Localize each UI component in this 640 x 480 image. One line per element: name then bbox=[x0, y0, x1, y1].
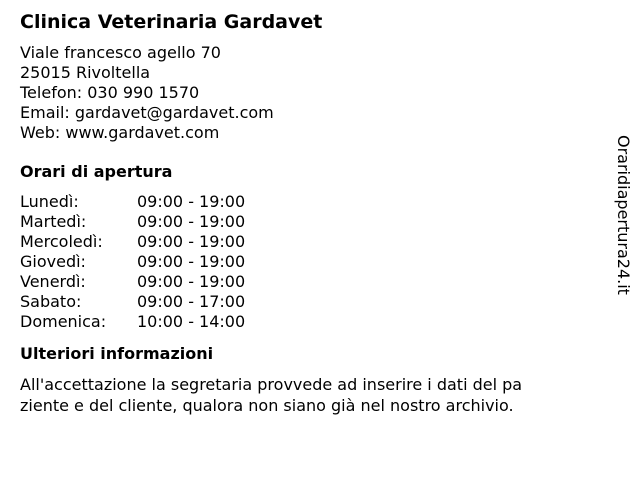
address-city: 25015 Rivoltella bbox=[20, 63, 151, 82]
hours-row-thursday bbox=[20, 252, 600, 272]
day-label: Venerdì: bbox=[20, 272, 86, 291]
day-label: Mercoledì: bbox=[20, 232, 103, 251]
day-label: Sabato: bbox=[20, 292, 82, 311]
time-range: 10:00 - 14:00 bbox=[137, 312, 246, 331]
time-range: 09:00 - 19:00 bbox=[137, 272, 246, 291]
opening-hours-table bbox=[20, 192, 600, 332]
hours-row-friday bbox=[20, 272, 600, 292]
opening-hours-title: Orari di apertura bbox=[20, 162, 173, 181]
business-name: Clinica Veterinaria Gardavet bbox=[20, 11, 323, 33]
business-card bbox=[20, 10, 600, 416]
more-info-title: Ulteriori informazioni bbox=[20, 344, 214, 363]
hours-row-saturday bbox=[20, 292, 600, 312]
hours-row-tuesday bbox=[20, 212, 600, 232]
day-label: Domenica: bbox=[20, 312, 107, 331]
time-range: 09:00 - 19:00 bbox=[137, 192, 246, 211]
time-range: 09:00 - 19:00 bbox=[137, 212, 246, 231]
time-range: 09:00 - 19:00 bbox=[137, 232, 246, 251]
email-text: Email: gardavet@gardavet.com bbox=[20, 103, 274, 122]
hours-row-sunday bbox=[20, 312, 600, 332]
day-label: Martedì: bbox=[20, 212, 87, 231]
web-text: Web: www.gardavet.com bbox=[20, 123, 220, 142]
phone-text: Telefon: 030 990 1570 bbox=[20, 83, 200, 102]
address-street: Viale francesco agello 70 bbox=[20, 43, 221, 62]
site-watermark: Oraridiapertura24.it bbox=[614, 135, 633, 295]
day-label: Giovedì: bbox=[20, 252, 86, 271]
hours-row-wednesday bbox=[20, 232, 600, 252]
day-label: Lunedì: bbox=[20, 192, 79, 211]
time-range: 09:00 - 17:00 bbox=[137, 292, 246, 311]
hours-row-monday bbox=[20, 192, 600, 212]
more-info-text: All'accettazione la segretaria provvede ad inserire i dati del pa ziente e del cliente, qualora non siano già nel nostro archivio. bbox=[20, 375, 523, 415]
time-range: 09:00 - 19:00 bbox=[137, 252, 246, 271]
